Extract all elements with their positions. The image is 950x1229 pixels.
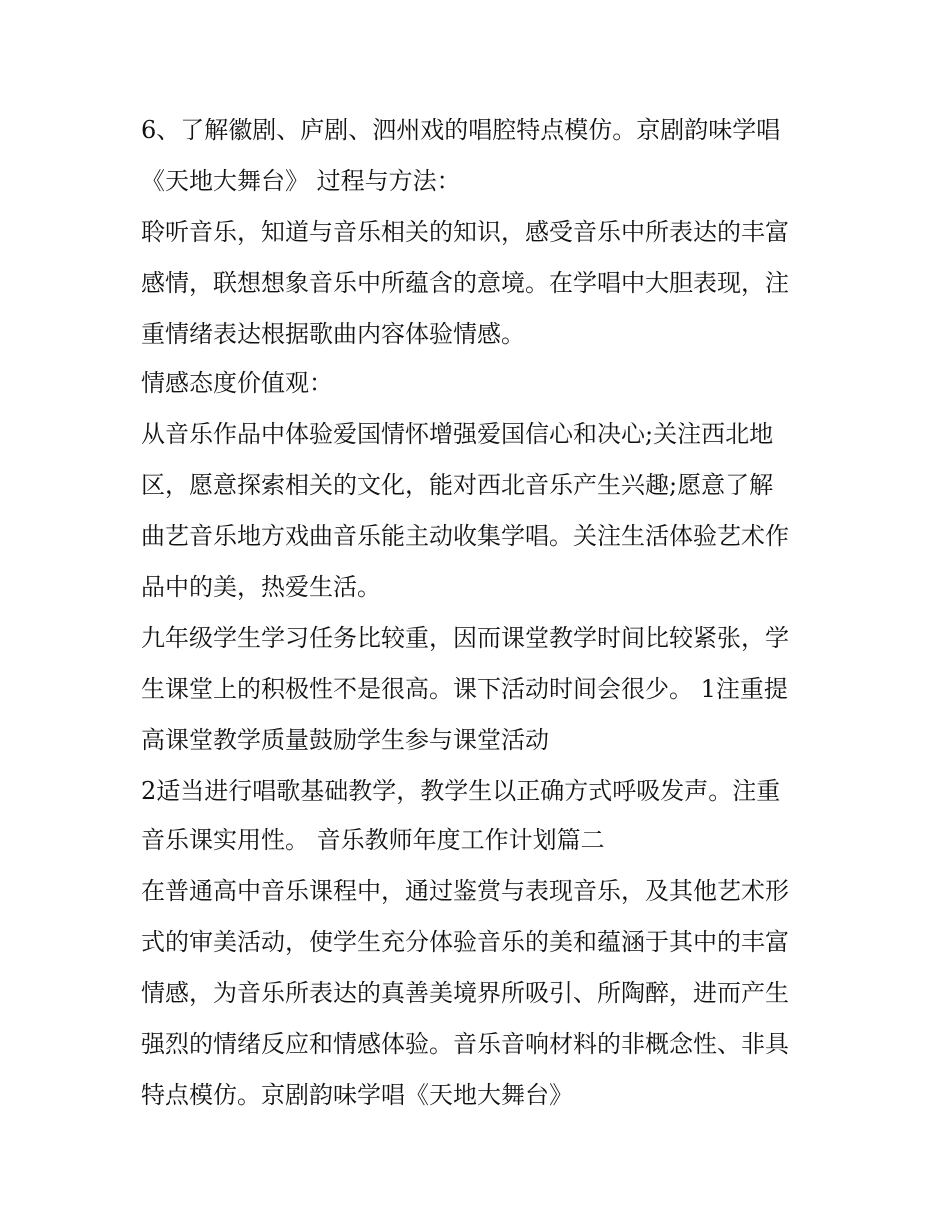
text-line-11: 九年级学生学习任务比较重，因而课堂教学时间比较紧张，学 xyxy=(141,624,789,652)
text-line-1: 6、了解徽剧、庐剧、泗州戏的唱腔特点模仿。京剧韵味学唱 xyxy=(141,116,781,144)
text-line-2: 《天地大舞台》 过程与方法： xyxy=(141,167,461,195)
text-line-18: 情感，为音乐所表达的真善美境界所吸引、所陶醉，进而产生 xyxy=(141,979,789,1007)
text-line-4: 感情，联想想象音乐中所蕴含的意境。在学唱中大胆表现，注 xyxy=(141,269,789,297)
text-line-20: 特点模仿。京剧韵味学唱《天地大舞台》 xyxy=(141,1081,573,1109)
text-line-13: 高课堂教学质量鼓励学生参与课堂活动 xyxy=(141,726,549,754)
section-heading: 情感态度价值观： xyxy=(141,369,333,397)
text-line-15: 音乐课实用性。 音乐教师年度工作计划篇二 xyxy=(141,826,605,854)
text-line-14: 2适当进行唱歌基础教学，教学生以正确方式呼吸发声。注重 xyxy=(141,777,781,805)
text-line-17: 式的审美活动，使学生充分体验音乐的美和蕴涵于其中的丰富 xyxy=(141,928,789,956)
text-line-10: 品中的美，热爱生活。 xyxy=(141,573,381,601)
text-line-19: 强烈的情绪反应和情感体验。音乐音响材料的非概念性、非具 xyxy=(141,1030,789,1058)
text-line-12: 生课堂上的积极性不是很高。课下活动时间会很少。 1注重提 xyxy=(141,675,788,703)
text-line-9: 曲艺音乐地方戏曲音乐能主动收集学唱。关注生活体验艺术作 xyxy=(141,522,789,550)
text-line-3: 聆听音乐，知道与音乐相关的知识，感受音乐中所表达的丰富 xyxy=(141,218,789,246)
text-line-7: 从音乐作品中体验爱国情怀增强爱国信心和决心;关注西北地 xyxy=(141,420,774,448)
text-line-5: 重情绪表达根据歌曲内容体验情感。 xyxy=(141,320,525,348)
text-line-16: 在普通高中音乐课程中，通过鉴赏与表现音乐，及其他艺术形 xyxy=(141,877,789,905)
text-line-8: 区，愿意探索相关的文化，能对西北音乐产生兴趣;愿意了解 xyxy=(141,471,774,499)
